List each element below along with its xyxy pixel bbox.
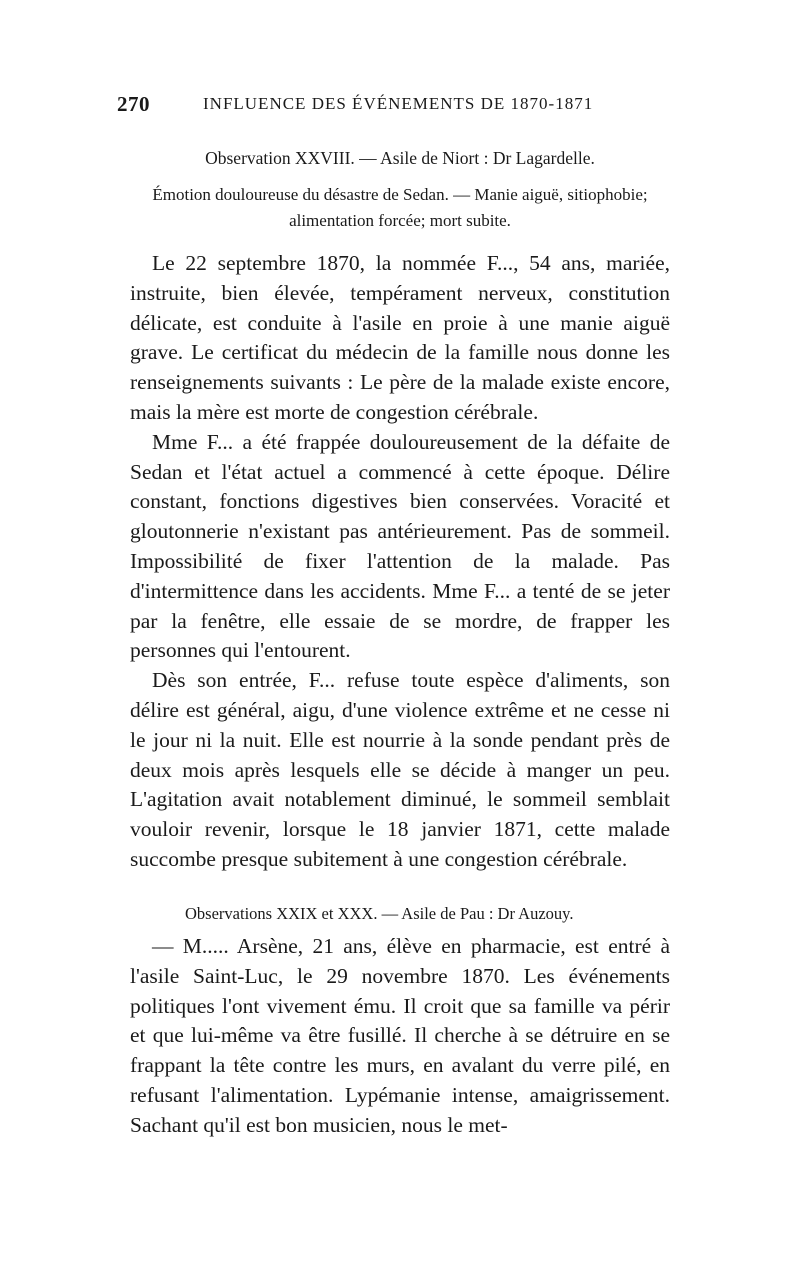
observation-heading: Observation XXVIII. — Asile de Niort : Dr Lagardelle.: [205, 148, 595, 168]
body-paragraph: Dès son entrée, F... refuse toute espèce d'aliments, son délire est général, aigu, d'une violence extrême et ne cesse ni le jour ni la nuit. Elle est nourrie à la sonde pendant près de deux mois après lesquels elle se décide à manger un peu. L'agitation avait notablement diminué, le sommeil semblait vouloir revenir, lorsque le 18 janvier 1871, cette malade succombe presque subitement à une congestion cérébrale.: [130, 668, 670, 871]
observation-body: [130, 249, 670, 875]
body-paragraph: Le 22 septembre 1870, la nommée F..., 54 ans, mariée, instruite, bien élevée, tempérament nerveux, constitution délicate, est conduite à l'asile en proie à une manie aiguë grave. Le certificat du médecin de la famille nous donne les renseignements suivants : Le père de la malade existe encore, mais la mère est morte de congestion cérébrale.: [130, 251, 670, 424]
page-number: 270: [117, 92, 150, 116]
running-title: INFLUENCE DES ÉVÉNEMENTS DE 1870-1871: [203, 94, 594, 113]
summary-line: Émotion douloureuse du désastre de Sedan. — Manie aiguë, sitiophobie;: [152, 185, 648, 204]
body-paragraph: — M..... Arsène, 21 ans, élève en pharmacie, est entré à l'asile Saint-Luc, le 29 novembre 1870. Les événements politiques l'ont vivement ému. Il croit que sa famille va périr et que lui-même va être fusillé. Il cherche à se détruire en se frappant la tête contre les murs, en avalant du verre pilé, en refusant l'alimentation. Lypémanie intense, amaigrissement. Sachant qu'il est bon musicien, nous le met-: [130, 934, 670, 1137]
observation-heading-2: Observations XXIX et XXX. — Asile de Pau : Dr Auzouy.: [185, 904, 574, 923]
summary-line: alimentation forcée; mort subite.: [289, 211, 511, 230]
observation-body-2: [130, 932, 670, 1141]
body-paragraph: Mme F... a été frappée douloureusement de la défaite de Sedan et l'état actuel a commencé à cette époque. Délire constant, fonctions digestives bien conservées. Voracité et gloutonnerie n'existant pas antérieurement. Pas de sommeil. Impossibilité de fixer l'attention de la malade. Pas d'intermittence dans les accidents. Mme F... a tenté de se jeter par la fenêtre, elle essaie de se mordre, de frapper les personnes qui l'entourent.: [130, 429, 670, 663]
running-header: [117, 92, 677, 122]
observation-summary: [130, 182, 670, 234]
